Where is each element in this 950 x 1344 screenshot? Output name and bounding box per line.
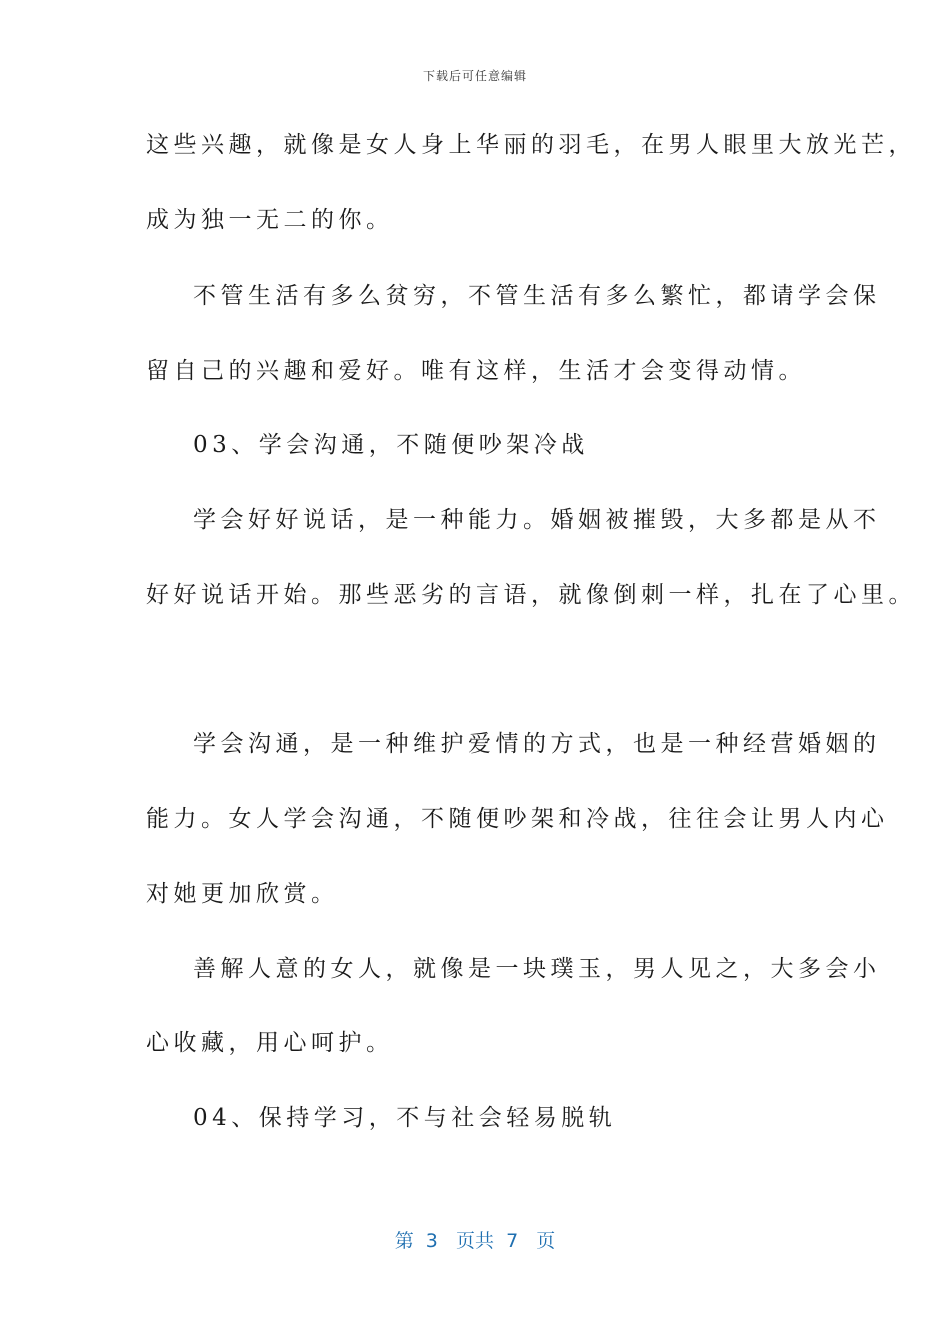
text-line: 对她更加欣赏。: [146, 881, 339, 907]
section-heading: 04、保持学习，不与社会轻易脱轨: [193, 1105, 617, 1131]
text-line: 心收藏，用心呵护。: [146, 1030, 394, 1056]
text-line: 学会沟通，是一种维护爱情的方式，也是一种经营婚姻的: [193, 731, 881, 757]
page-number: 第 3 页共 7 页: [394, 1230, 556, 1252]
text-line: 留自己的兴趣和爱好。唯有这样，生活才会变得动情。: [146, 358, 806, 384]
text-line: 好好说话开始。那些恶劣的言语，就像倒刺一样，扎在了心里。: [146, 582, 916, 608]
text-line: 学会好好说话，是一种能力。婚姻被摧毁，大多都是从不: [193, 507, 881, 533]
text-line: 善解人意的女人，就像是一块璞玉，男人见之，大多会小: [193, 956, 881, 982]
page-header: 下载后可任意编辑: [422, 69, 527, 83]
text-line: 不管生活有多么贫穷，不管生活有多么繁忙，都请学会保: [193, 283, 881, 309]
text-line: 能力。女人学会沟通，不随便吵架和冷战，往往会让男人内心: [146, 806, 889, 832]
text-line: 这些兴趣，就像是女人身上华丽的羽毛，在男人眼里大放光芒，: [146, 132, 916, 158]
section-heading: 03、学会沟通，不随便吵架冷战: [193, 432, 589, 458]
text-line: 成为独一无二的你。: [146, 207, 394, 233]
